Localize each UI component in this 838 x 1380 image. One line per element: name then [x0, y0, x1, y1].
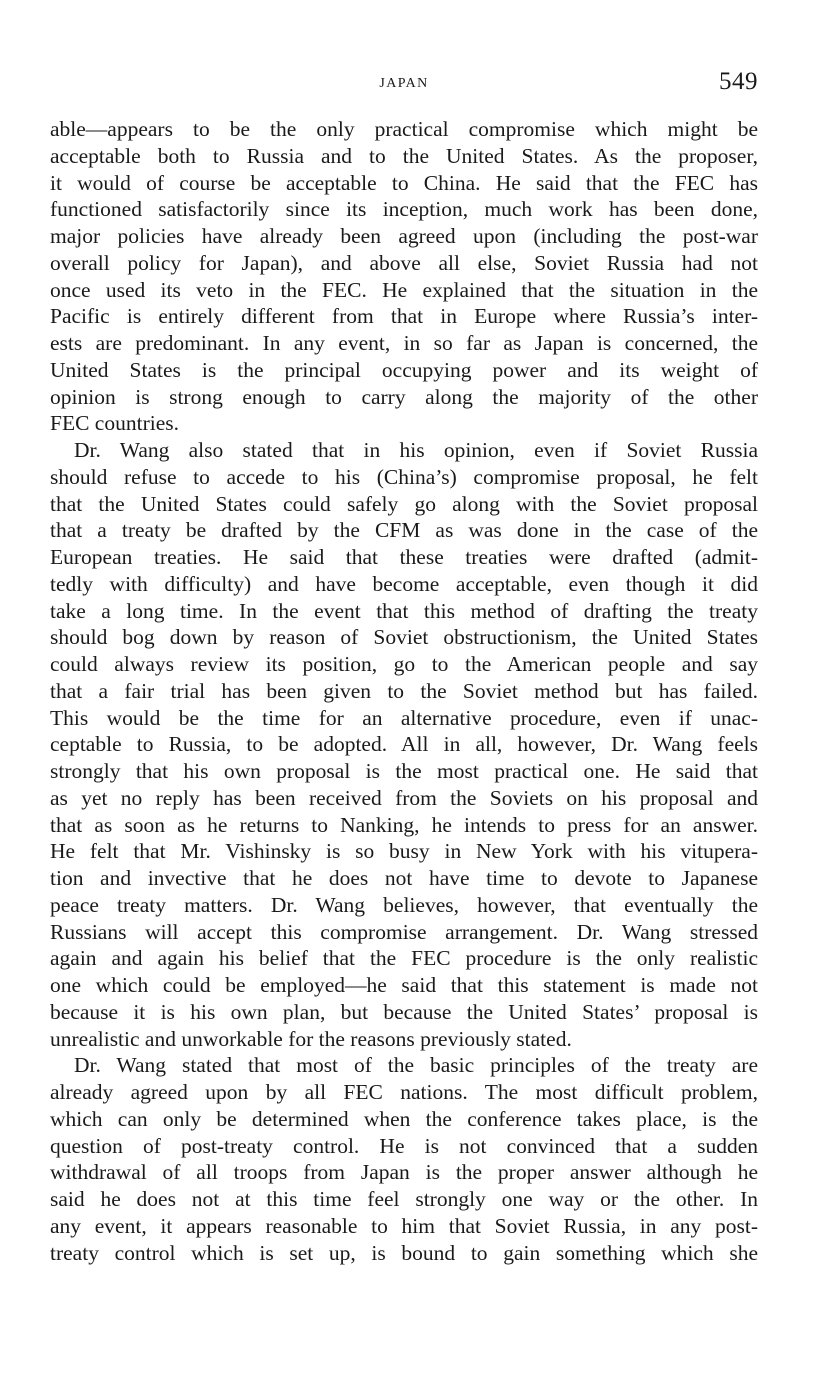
text-line: that the United States could safely go along with the Soviet proposal: [50, 491, 758, 516]
text-line: that as soon as he returns to Nanking, he intends to press for an answer.: [50, 812, 758, 837]
text-line: Dr. Wang stated that most of the basic principles of the treaty are: [74, 1053, 758, 1078]
paragraph: [50, 116, 758, 437]
text-line: ceptable to Russia, to be adopted. All in all, however, Dr. Wang feels: [50, 732, 758, 757]
page-number: 549: [719, 68, 758, 95]
text-line: any event, it appears reasonable to him that Soviet Russia, in any post-: [50, 1213, 758, 1238]
running-header: [50, 68, 758, 104]
text-line: strongly that his own proposal is the most practical one. He said that: [50, 759, 758, 783]
text-line: should bog down by reason of Soviet obstructionism, the United States: [50, 625, 758, 650]
text-line: major policies have already been agreed upon (including the post-war: [50, 224, 758, 248]
text-line: should refuse to accede to his (China’s) compromise proposal, he felt: [50, 464, 758, 489]
body-text: [50, 116, 758, 1266]
text-line: unrealistic and unworkable for the reasons previously stated.: [50, 1026, 572, 1051]
text-line: acceptable both to Russia and to the United States. As the proposer,: [50, 143, 758, 168]
text-line: This would be the time for an alternative procedure, even if unac-: [50, 705, 758, 730]
text-line: once used its veto in the FEC. He explained that the situation in the: [50, 277, 758, 302]
text-line: United States is the principal occupying power and its weight of: [50, 357, 758, 382]
text-line: functioned satisfactorily since its inception, much work has been done,: [50, 197, 758, 222]
text-line: that a fair trial has been given to the Soviet method but has failed.: [50, 678, 758, 703]
text-line: could always review its position, go to the American people and say: [50, 652, 758, 676]
text-line: ests are predominant. In any event, in so far as Japan is concerned, the: [50, 331, 758, 355]
text-line: tion and invective that he does not have time to devote to Japanese: [50, 866, 758, 890]
text-line: as yet no reply has been received from the Soviets on his proposal and: [50, 785, 758, 810]
text-line: again and again his belief that the FEC procedure is the only realistic: [50, 946, 758, 971]
text-line: withdrawal of all troops from Japan is the proper answer although he: [50, 1160, 758, 1185]
text-line: because it is his own plan, but because the United States’ proposal is: [50, 999, 758, 1024]
text-line: Russians will accept this compromise arrangement. Dr. Wang stressed: [50, 919, 758, 944]
text-line: treaty control which is set up, is bound to gain something which she: [50, 1240, 758, 1265]
text-line: take a long time. In the event that this method of drafting the treaty: [50, 598, 758, 623]
text-line: opinion is strong enough to carry along the majority of the other: [50, 384, 758, 409]
text-line: peace treaty matters. Dr. Wang believes, however, that eventually the: [50, 892, 758, 917]
paragraph: [50, 1052, 758, 1266]
text-line: Dr. Wang also stated that in his opinion, even if Soviet Russia: [74, 438, 758, 462]
text-line: tedly with difficulty) and have become acceptable, even though it did: [50, 571, 758, 596]
text-line: already agreed upon by all FEC nations. The most difficult problem,: [50, 1080, 758, 1104]
paragraph: [50, 437, 758, 1052]
text-line: question of post-treaty control. He is not convinced that a sudden: [50, 1133, 758, 1158]
text-line: said he does not at this time feel strongly one way or the other. In: [50, 1187, 758, 1211]
text-line: FEC countries.: [50, 411, 179, 436]
text-line: able—appears to be the only practical compromise which might be: [50, 117, 758, 141]
text-line: that a treaty be drafted by the CFM as was done in the case of the: [50, 518, 758, 543]
text-line: overall policy for Japan), and above all else, Soviet Russia had not: [50, 250, 758, 275]
text-line: European treaties. He said that these treaties were drafted (admit-: [50, 545, 758, 569]
text-line: Pacific is entirely different from that in Europe where Russia’s inter-: [50, 304, 758, 329]
text-line: one which could be employed—he said that this statement is made not: [50, 973, 758, 997]
text-line: it would of course be acceptable to China. He said that the FEC has: [50, 170, 758, 195]
text-line: which can only be determined when the conference takes place, is the: [50, 1106, 758, 1131]
running-title: JAPAN: [379, 76, 429, 91]
text-line: He felt that Mr. Vishinsky is so busy in New York with his vitupera-: [50, 839, 758, 864]
